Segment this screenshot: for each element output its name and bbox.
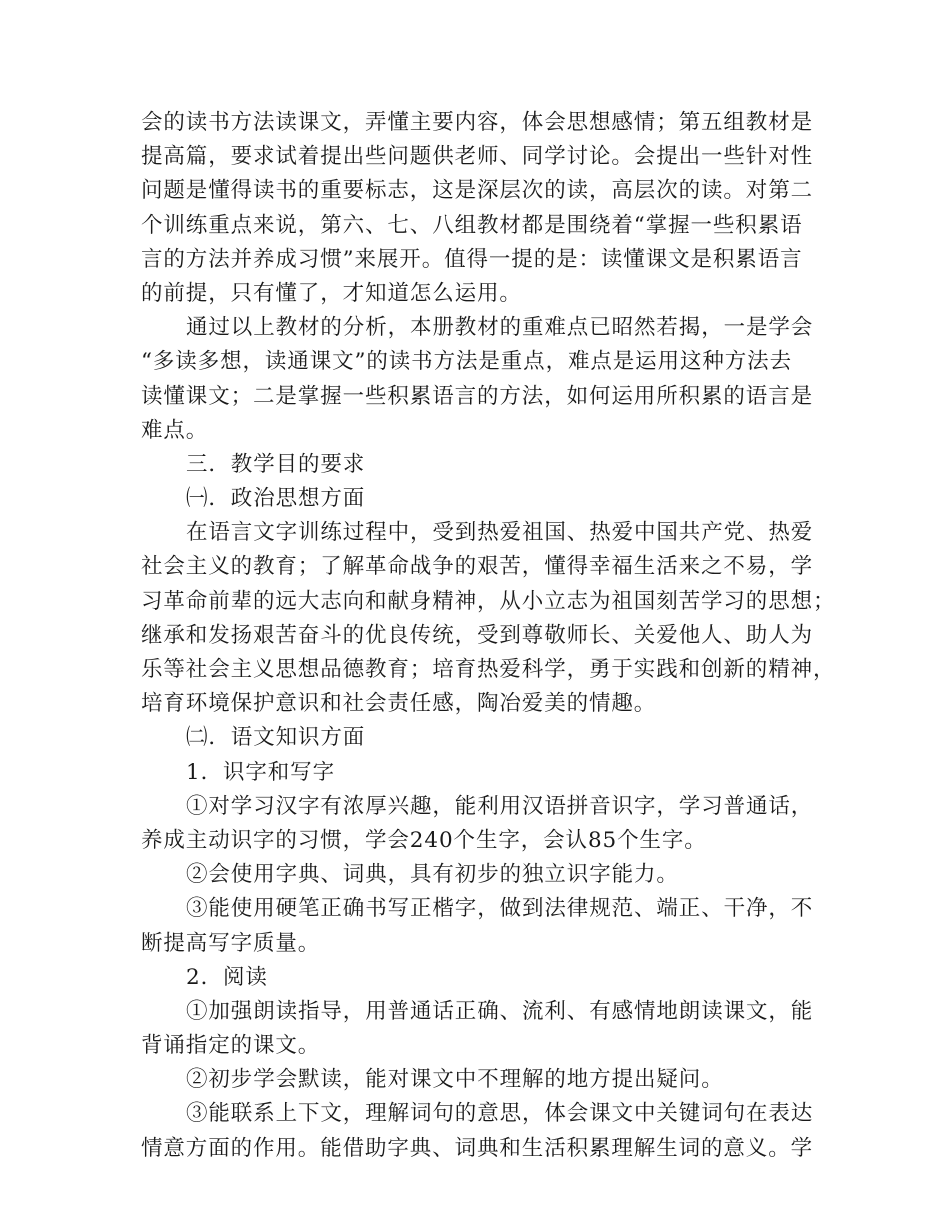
text-line: 2．阅读	[186, 964, 268, 990]
text-line: 难点。	[141, 417, 209, 443]
text-line: ㈡．语文知识方面	[186, 725, 366, 751]
document-body	[141, 106, 836, 1166]
text-line: 社会主义的教育；了解革命战争的艰苦，懂得幸福生活来之不易，学	[141, 554, 814, 580]
text-line: ②会使用字典、词典，具有初步的独立识字能力。	[186, 862, 679, 888]
text-line: 1．识字和写字	[186, 759, 335, 785]
text-line: ③能使用硬笔正确书写正楷字，做到法律规范、端正、干净，不	[186, 896, 814, 922]
text-line: 会的读书方法读课文，弄懂主要内容，体会思想感情；第五组教材是	[141, 110, 814, 135]
text-line: 乐等社会主义思想品德教育；培育热爱科学，勇于实践和创新的精神，	[141, 657, 836, 682]
text-line: ②初步学会默读，能对课文中不理解的地方提出疑问。	[186, 1067, 724, 1093]
text-line: 情意方面的作用。能借助字典、词典和生活积累理解生词的意义。学	[141, 1135, 814, 1161]
text-line: 读懂课文；二是掌握一些积累语言的方法，如何运用所积累的语言是	[141, 383, 814, 409]
text-line: 言的方法并养成习惯”来展开。值得一提的是：读懂课文是积累语言	[141, 246, 803, 272]
text-line: ①加强朗读指导，用普通话正确、流利、有感情地朗读课文，能	[186, 998, 814, 1024]
text-line: ㈠．政治思想方面	[186, 486, 366, 512]
text-line: 养成主动识字的习惯，学会240个生字，会认85个生字。	[141, 827, 707, 853]
text-line: 的前提，只有懂了，才知道怎么运用。	[141, 280, 522, 306]
text-line: “多读多想，读通课文”的读书方法是重点，难点是运用这种方法去	[141, 349, 792, 375]
text-line: 培育环境保护意识和社会责任感，陶冶爱美的情趣。	[141, 691, 657, 717]
text-line: 在语言文字训练过程中，受到热爱祖国、热爱中国共产党、热爱	[186, 520, 814, 546]
text-line: ①对学习汉字有浓厚兴趣，能利用汉语拼音识字，学习普通话，	[186, 793, 814, 819]
text-line: 背诵指定的课文。	[141, 1033, 321, 1059]
text-line: 三．教学目的要求	[186, 451, 366, 477]
text-line: 个训练重点来说，第六、七、八组教材都是围绕着“掌握一些积累语	[141, 212, 803, 238]
text-line: 通过以上教材的分析，本册教材的重难点已昭然若揭，一是学会	[186, 315, 814, 341]
text-line: 习革命前辈的远大志向和献身精神，从小立志为祖国刻苦学习的思想；	[141, 588, 836, 614]
text-line: 提高篇，要求试着提出些问题供老师、同学讨论。会提出一些针对性	[141, 144, 814, 170]
text-line: ③能联系上下文，理解词句的意思，体会课文中关键词句在表达	[186, 1101, 814, 1127]
text-line: 问题是懂得读书的重要标志，这是深层次的读，高层次的读。对第二	[141, 178, 814, 204]
text-line: 断提高写字质量。	[141, 930, 321, 956]
text-line: 继承和发扬艰苦奋斗的优良传统，受到尊敬师长、关爱他人、助人为	[141, 622, 814, 648]
